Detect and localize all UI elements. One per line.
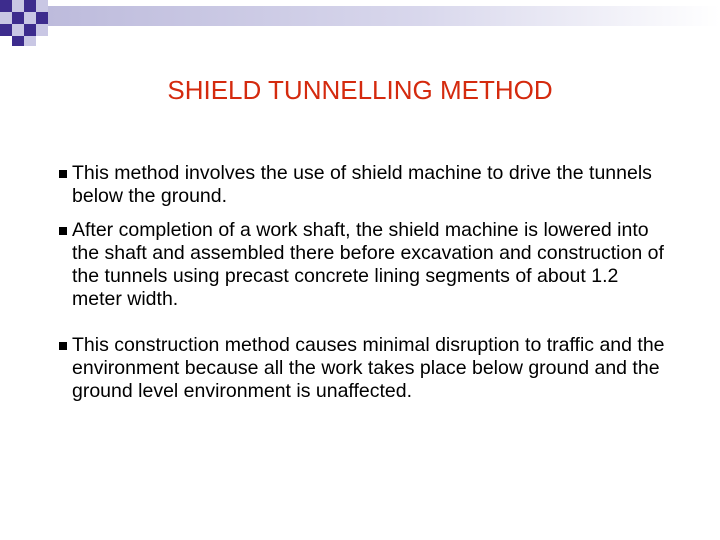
bullet-item-1: This method involves the use of shield machine to drive the tunnels below the ground.	[72, 162, 652, 208]
slide-title: SHIELD TUNNELLING METHOD	[167, 75, 553, 105]
bullet-square-icon	[59, 170, 67, 178]
bullet-square-icon	[59, 227, 67, 235]
bullet-square-icon	[59, 342, 67, 350]
bullet-item-3: This construction method causes minimal disruption to traffic and the environment because all the work takes place below ground and the ground level environment is unaffected.	[72, 334, 665, 403]
bullet-item-2: After completion of a work shaft, the shield machine is lowered into the shaft and assembled there before excavation and construction of the tunnels using precast concrete lining segments of about 1.2 meter width.	[72, 219, 664, 311]
